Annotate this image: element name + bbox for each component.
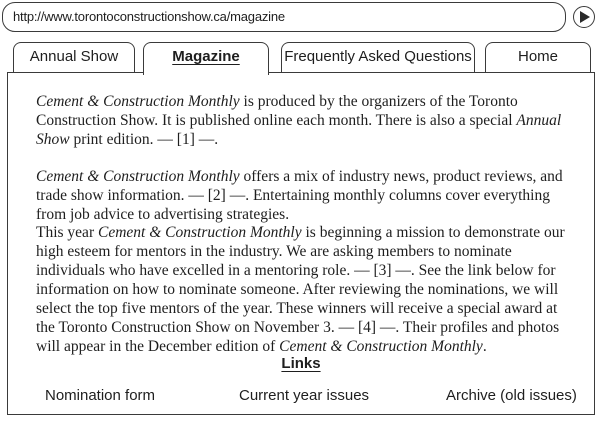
- magazine-name: Cement & Construction Monthly: [36, 168, 240, 185]
- tab-annual-show[interactable]: Annual Show: [13, 42, 135, 72]
- magazine-name: Cement & Construction Monthly: [36, 93, 240, 110]
- play-arrow-icon: [579, 11, 591, 23]
- article-paragraph-2: [36, 167, 576, 224]
- article-paragraph-3: [36, 223, 576, 356]
- paragraph-text: offers a mix of industry news, product reviews, and trade show information. — [2] —. Entertaining monthly columns cover everything from job advice to advertising strategies.: [36, 168, 563, 223]
- annual-show-name: Annual Show: [36, 112, 562, 148]
- nomination-form-link[interactable]: Nomination form: [45, 387, 156, 404]
- address-bar[interactable]: [2, 2, 566, 32]
- article-paragraph-1: [36, 92, 576, 149]
- paragraph-text: print edition. — [1] —.: [69, 131, 219, 148]
- content-panel: [7, 72, 595, 415]
- links-heading: Links: [281, 355, 321, 372]
- tab-home[interactable]: Home: [485, 42, 591, 72]
- paragraph-text: .: [482, 338, 487, 355]
- archive-link[interactable]: Archive (old issues): [446, 387, 577, 404]
- paragraph-text: This year: [36, 224, 98, 241]
- paragraph-text: is beginning a mission to demonstrate our high esteem for mentors in the industry. We are asking members to nominate individuals who have excelled in a mentoring role. — [3] —. See the link below for information on how to nominate someone. After reviewing the nominations, we will select the top five mentors of the year. These winners will receive a special award at the Toronto Construction Show on November 3. — [4] —. Their profiles and photos will appear in the December edition of: [36, 224, 565, 355]
- tab-faq[interactable]: Frequently Asked Questions: [281, 42, 475, 72]
- url-text[interactable]: http://www.torontoconstructionshow.ca/magazine: [13, 9, 285, 24]
- current-year-issues-link[interactable]: Current year issues: [239, 387, 370, 404]
- tab-magazine[interactable]: Magazine: [143, 42, 269, 75]
- magazine-name: Cement & Construction Monthly: [279, 338, 483, 355]
- paragraph-text: is produced by the organizers of the Toronto Construction Show. It is published online each month. There is also a special: [36, 93, 518, 129]
- magazine-name: Cement & Construction Monthly: [97, 224, 302, 241]
- go-button[interactable]: [573, 6, 595, 28]
